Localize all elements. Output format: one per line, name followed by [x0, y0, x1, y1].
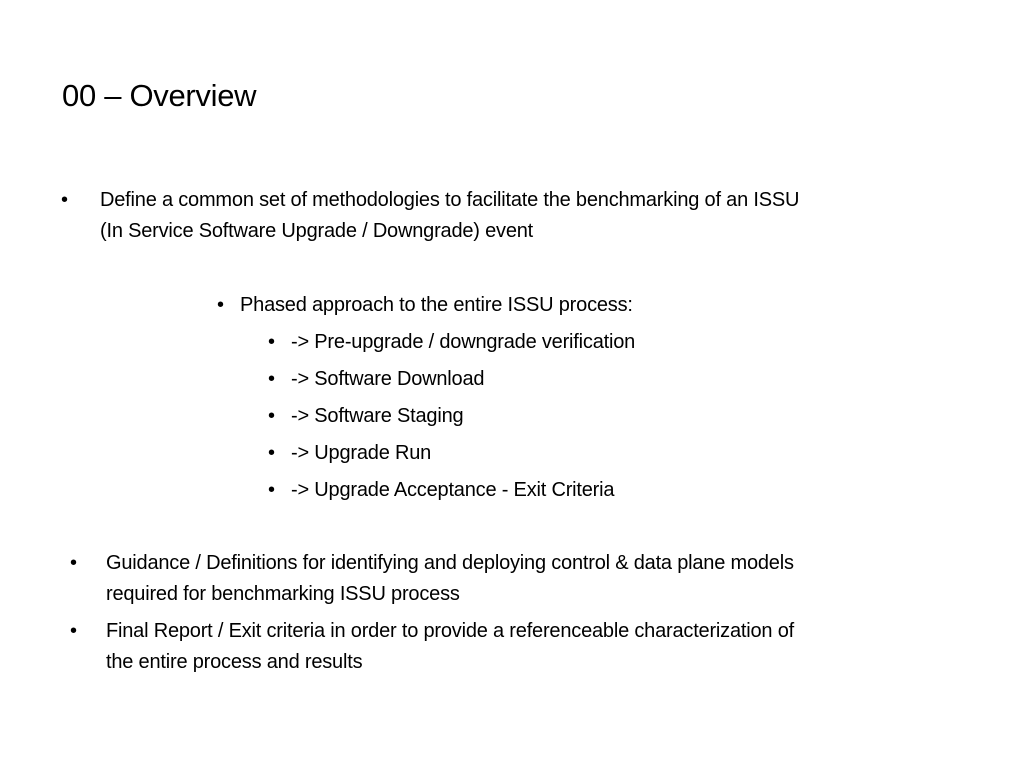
sub-bullet-text: Phased approach to the entire ISSU process:	[240, 294, 633, 316]
bullet-dot: •	[70, 620, 77, 642]
bullet-dot: •	[268, 331, 275, 353]
bullet-text-line: Define a common set of methodologies to facilitate the benchmarking of an ISSU	[100, 189, 800, 211]
sub-sub-bullet-text: -> Software Staging	[291, 405, 464, 427]
sub-bullet-item	[217, 287, 633, 324]
sub-sub-bullet-item	[268, 435, 431, 472]
bullet-dot: •	[268, 479, 275, 501]
bullet-dot: •	[70, 552, 77, 574]
bullet-text-line: required for benchmarking ISSU process	[106, 583, 460, 605]
bullet-dot: •	[268, 442, 275, 464]
bullet-dot: •	[217, 294, 224, 316]
slide-title: 00 – Overview	[62, 78, 257, 113]
sub-sub-bullet-item	[268, 398, 463, 435]
bullet-item	[58, 185, 958, 247]
bullet-dot: •	[268, 368, 275, 390]
bullet-dot: •	[61, 189, 68, 211]
bullet-item	[67, 548, 967, 610]
bullet-text-line: the entire process and results	[106, 651, 363, 673]
bullet-item	[67, 616, 967, 678]
sub-sub-bullet-item	[268, 472, 614, 509]
sub-sub-bullet-text: -> Upgrade Run	[291, 442, 432, 464]
sub-sub-bullet-text: -> Pre-upgrade / downgrade verification	[291, 331, 636, 353]
bullet-text-line: Guidance / Definitions for identifying and deploying control & data plane models	[106, 552, 794, 574]
sub-sub-bullet-text: -> Upgrade Acceptance - Exit Criteria	[291, 479, 615, 501]
bullet-text-line: (In Service Software Upgrade / Downgrade) event	[100, 220, 534, 242]
sub-sub-bullet-text: -> Software Download	[291, 368, 485, 390]
sub-sub-bullet-item	[268, 324, 635, 361]
bullet-dot: •	[268, 405, 275, 427]
bullet-text-line: Final Report / Exit criteria in order to provide a referenceable characterization of	[106, 620, 794, 642]
sub-sub-bullet-item	[268, 361, 484, 398]
